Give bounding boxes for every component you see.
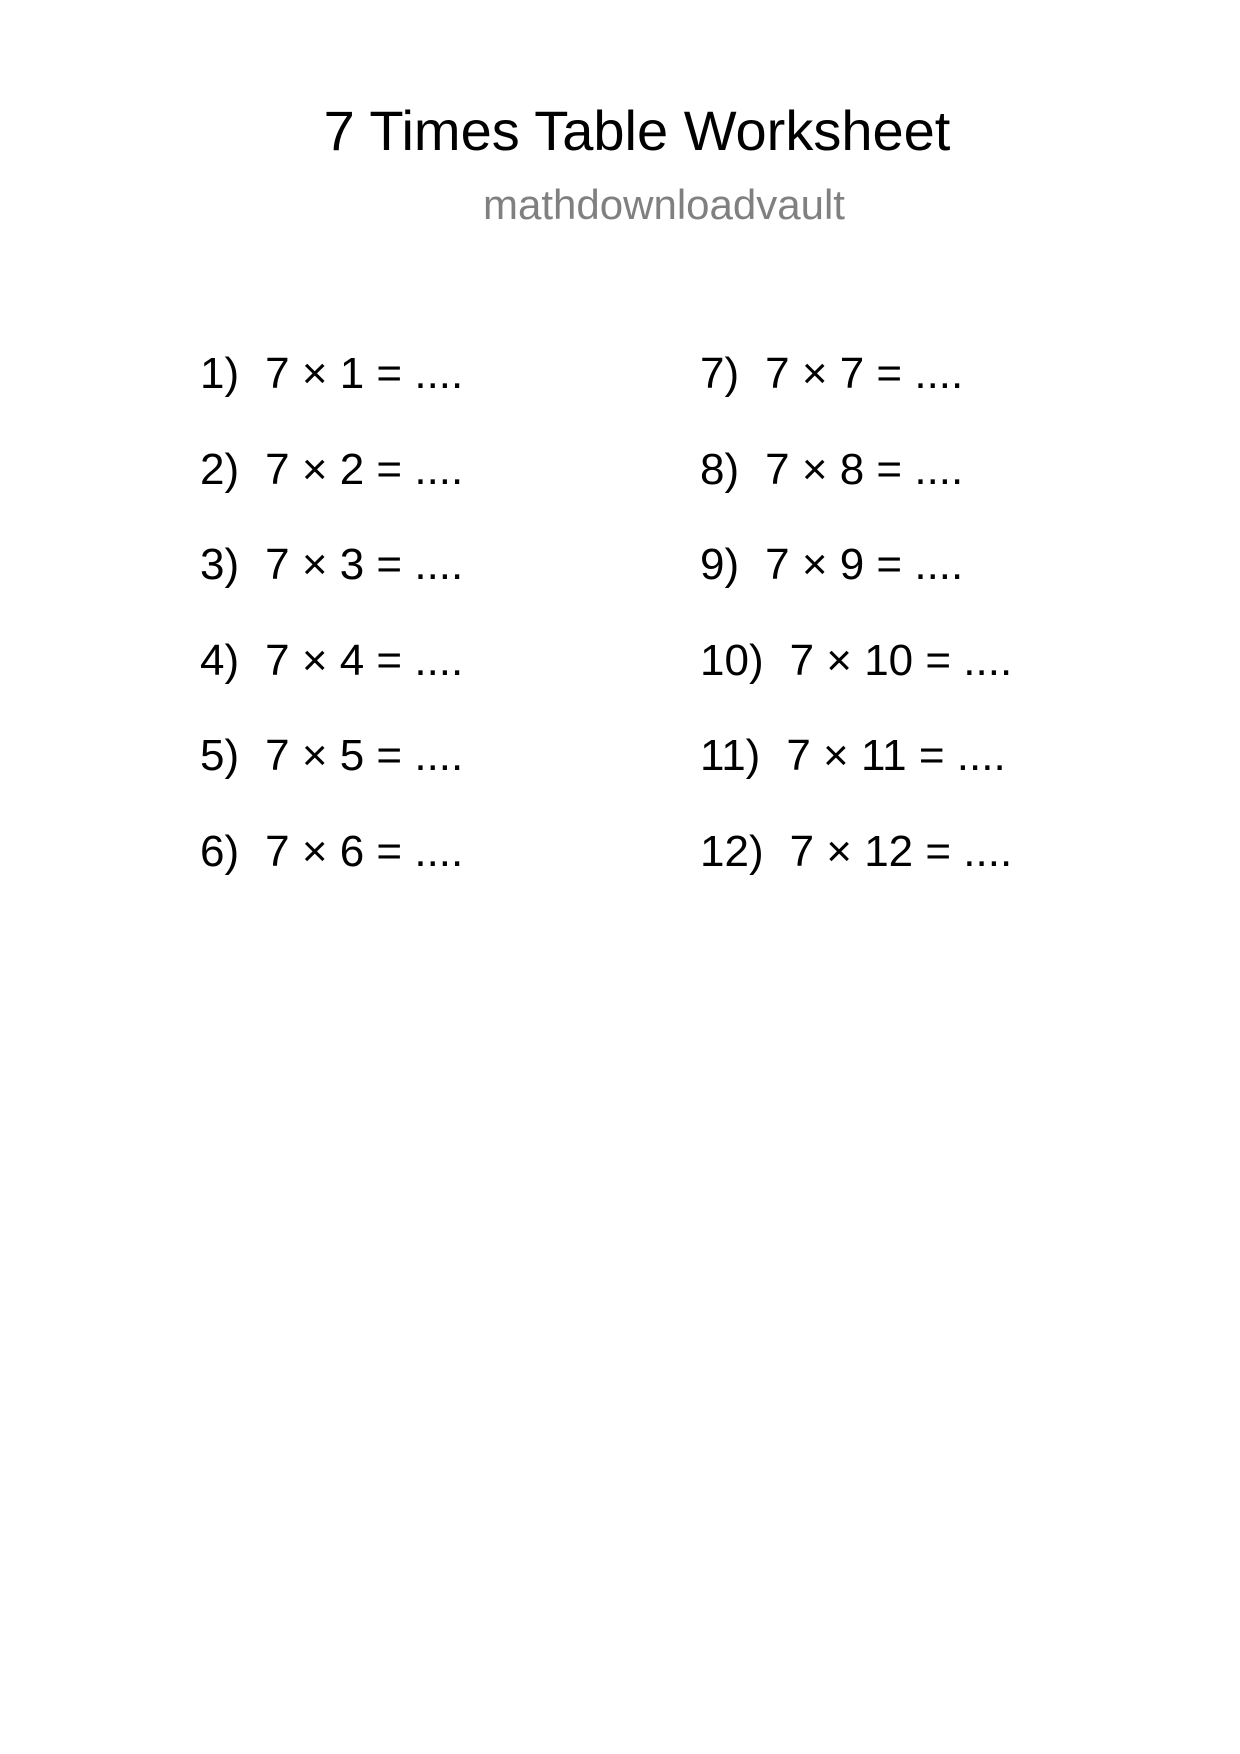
problem-number: 9) bbox=[700, 540, 740, 589]
problem-item bbox=[700, 348, 1220, 444]
problem-column-right bbox=[700, 348, 1220, 921]
problem-expression: 7 × 5 = .... bbox=[265, 731, 464, 780]
problem-expression: 7 × 10 = .... bbox=[789, 635, 1013, 685]
problem-number: 7) bbox=[700, 349, 740, 398]
problem-number: 1) bbox=[200, 349, 240, 398]
problem-column-left bbox=[200, 348, 720, 921]
problem-item bbox=[700, 539, 1220, 635]
problem-expression: 7 × 9 = .... bbox=[765, 540, 964, 589]
problem-item bbox=[200, 635, 720, 731]
problem-number: 12) bbox=[700, 826, 764, 876]
problem-item bbox=[200, 539, 720, 635]
problem-number: 10) bbox=[700, 635, 764, 685]
problem-number: 11) bbox=[700, 731, 761, 780]
problem-number: 5) bbox=[200, 731, 240, 780]
problem-item bbox=[700, 635, 1220, 731]
problem-number: 8) bbox=[700, 444, 740, 494]
problem-item bbox=[200, 444, 720, 540]
problem-item bbox=[200, 826, 720, 922]
problem-item bbox=[700, 826, 1220, 922]
problem-expression: 7 × 6 = .... bbox=[265, 826, 464, 876]
problem-expression: 7 × 11 = .... bbox=[786, 731, 1006, 780]
problem-number: 6) bbox=[200, 826, 240, 876]
problem-expression: 7 × 3 = .... bbox=[265, 540, 464, 589]
problem-number: 3) bbox=[200, 540, 240, 589]
problem-number: 4) bbox=[200, 635, 240, 685]
page-title: 7 Times Table Worksheet bbox=[323, 99, 951, 162]
problem-item bbox=[200, 348, 720, 444]
problem-item bbox=[200, 730, 720, 826]
page-subtitle: mathdownloadvault bbox=[483, 181, 845, 228]
problem-expression: 7 × 12 = .... bbox=[789, 826, 1013, 876]
problem-item bbox=[700, 444, 1220, 540]
problem-expression: 7 × 2 = .... bbox=[265, 444, 464, 494]
problem-expression: 7 × 1 = .... bbox=[265, 349, 464, 398]
problem-expression: 7 × 7 = .... bbox=[765, 349, 964, 398]
problem-item bbox=[700, 730, 1220, 826]
problem-number: 2) bbox=[200, 444, 240, 494]
problem-expression: 7 × 4 = .... bbox=[265, 635, 464, 685]
problem-expression: 7 × 8 = .... bbox=[765, 444, 964, 494]
